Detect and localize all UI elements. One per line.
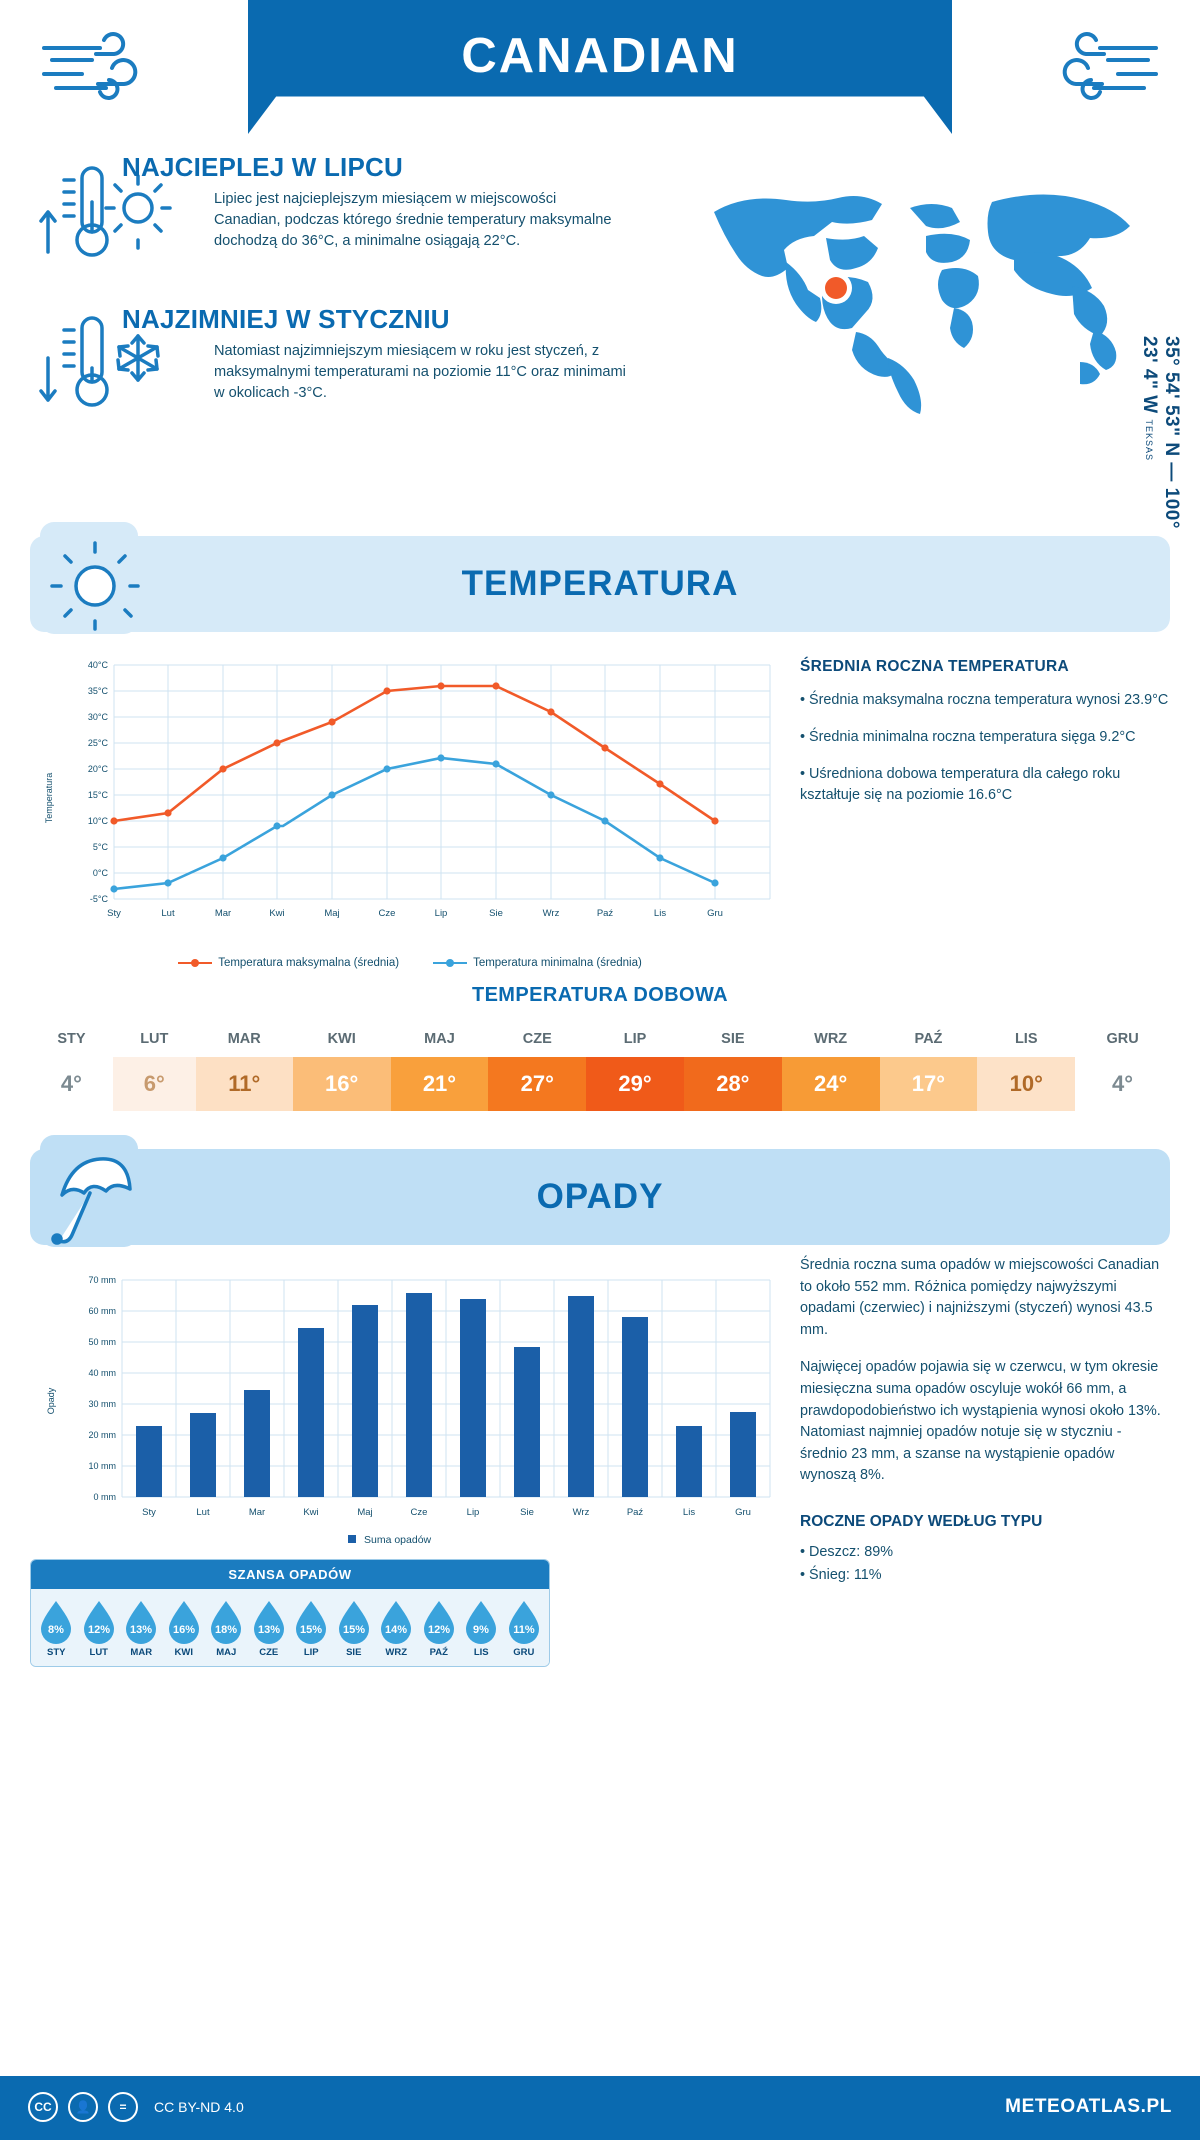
license-group (28, 2092, 244, 2122)
temperature-summary-title: ŚREDNIA ROCZNA TEMPERATURA (800, 658, 1069, 675)
table-cell: 6° (113, 1057, 196, 1111)
chance-item (462, 1599, 500, 1658)
svg-text:70 mm: 70 mm (88, 1275, 116, 1285)
svg-text:Lip: Lip (434, 908, 448, 919)
chance-month: GRU (513, 1647, 535, 1658)
svg-text:Paź: Paź (596, 908, 614, 919)
table-cell: 16° (293, 1057, 391, 1111)
wind-icon (1046, 30, 1166, 110)
svg-text:Lis: Lis (653, 908, 667, 919)
table-cell: 10° (977, 1057, 1075, 1111)
svg-text:35°C: 35°C (87, 686, 108, 696)
chance-month: KWI (174, 1647, 193, 1658)
precipitation-types-title: ROCZNE OPADY WEDŁUG TYPU (800, 1513, 1043, 1530)
table-header-cell: LIS (1014, 1031, 1038, 1047)
chance-month: STY (47, 1647, 66, 1658)
warm-text: Lipiec jest najcieplejszym miesiącem w miejscowości Canadian, podczas którego średnie temperatury maksymalne dochodzą do 36°C, a minimalne osiągają 22°C. (214, 191, 612, 250)
svg-text:Cze: Cze (410, 1507, 428, 1518)
precipitation-bar-chart (30, 1261, 790, 1556)
table-header-cell: PAŹ (914, 1031, 943, 1047)
svg-text:Mar: Mar (214, 908, 232, 919)
page-footer (0, 2076, 1200, 2140)
svg-text:Lis: Lis (682, 1507, 696, 1518)
table-header-cell: LUT (140, 1031, 169, 1047)
svg-text:0 mm: 0 mm (93, 1492, 116, 1502)
svg-text:Sty: Sty (107, 908, 121, 919)
table-header-cell: LIP (623, 1031, 647, 1047)
chance-month: PAŹ (429, 1647, 448, 1658)
chance-value: 12% (427, 1624, 450, 1636)
table-header-cell: KWI (327, 1031, 356, 1047)
svg-text:Gru: Gru (707, 908, 723, 919)
table-header-cell: MAJ (424, 1031, 455, 1047)
svg-text:Opady: Opady (46, 1387, 56, 1415)
precipitation-summary (800, 1255, 1170, 1503)
cold-title: NAJZIMNIEJ W STYCZNIU (122, 304, 450, 334)
legend-item-min (433, 957, 642, 969)
table-header-cell: STY (57, 1031, 86, 1047)
svg-text:60 mm: 60 mm (88, 1306, 116, 1316)
chance-value: 18% (215, 1624, 238, 1636)
svg-text:Wrz: Wrz (542, 908, 560, 919)
table-header-row (30, 1021, 1170, 1057)
svg-text:Paź: Paź (626, 1507, 644, 1518)
chance-item (292, 1599, 330, 1658)
table-row (30, 1057, 1170, 1111)
precipitation-types (800, 1513, 1170, 1587)
legend-label-min: Temperatura minimalna (średnia) (473, 957, 642, 969)
table-cell: 17° (880, 1057, 978, 1111)
precipitation-type-snow: • Śnieg: 11% (800, 1567, 882, 1584)
coordinates-value: 35° 54' 53" N — 100° 23' 4" W (1139, 336, 1182, 529)
chance-value: 14% (385, 1624, 408, 1636)
temperature-bullet: • Uśredniona dobowa temperatura dla całego roku kształtuje się na poziomie 16.6°C (800, 765, 1121, 803)
page-header (0, 0, 1200, 146)
chance-item (377, 1599, 415, 1658)
warm-block (122, 152, 614, 252)
svg-text:-5°C: -5°C (89, 894, 108, 904)
table-header-cell: GRU (1106, 1031, 1139, 1047)
table-cell: 11° (196, 1057, 293, 1111)
svg-text:40 mm: 40 mm (88, 1368, 116, 1378)
region-label: TEKSAS (1144, 419, 1154, 462)
svg-text:30 mm: 30 mm (88, 1399, 116, 1409)
precipitation-band (30, 1149, 1170, 1245)
precipitation-legend-label: Suma opadów (364, 1534, 432, 1546)
temperature-chart-legend (30, 957, 790, 969)
daily-temperature-title: TEMPERATURA DOBOWA (471, 984, 729, 1006)
legend-label-max: Temperatura maksymalna (średnia) (218, 957, 400, 969)
chance-item (122, 1599, 160, 1658)
svg-text:Kwi: Kwi (269, 908, 285, 919)
page-subtitle: STANY ZJEDNOCZONE (508, 110, 692, 127)
chance-value: 9% (473, 1624, 490, 1636)
svg-text:Wrz: Wrz (572, 1507, 590, 1518)
chance-item (165, 1599, 203, 1658)
svg-text:Maj: Maj (357, 1507, 373, 1518)
table-header-cell: WRZ (814, 1031, 848, 1047)
table-cell: 29° (586, 1057, 684, 1111)
world-map (674, 166, 1144, 431)
temperature-bullet: • Średnia maksymalna roczna temperatura wynosi 23.9°C (800, 692, 1169, 708)
cc-icon: CC (28, 2092, 58, 2122)
brand-label: METEOATLAS.PL (1005, 2096, 1172, 2117)
cold-block (122, 304, 634, 404)
umbrella-icon (50, 1149, 140, 1245)
chance-month: SIE (346, 1647, 362, 1658)
svg-text:Lut: Lut (196, 1507, 210, 1518)
svg-text:0°C: 0°C (92, 868, 108, 878)
chance-month: MAR (130, 1647, 153, 1658)
precipitation-paragraph: Średnia roczna suma opadów w miejscowości Canadian to około 552 mm. Różnica pomiędzy najwyższymi opadami (czerwiec) i najniższymi (styczeń) wynosi 43.5 mm. (800, 1257, 1160, 1338)
svg-text:15°C: 15°C (87, 790, 108, 800)
chance-value: 13% (130, 1624, 153, 1636)
svg-text:30°C: 30°C (87, 712, 108, 722)
temperature-line-chart (30, 648, 790, 969)
chance-item (335, 1599, 373, 1658)
temperature-band (30, 536, 1170, 632)
table-cell: 4° (30, 1057, 113, 1111)
svg-text:Temperatura: Temperatura (44, 772, 54, 824)
svg-text:Maj: Maj (324, 908, 340, 919)
chance-value: 13% (257, 1624, 280, 1636)
sun-icon (50, 536, 140, 632)
chance-value: 15% (342, 1624, 365, 1636)
svg-text:Lip: Lip (466, 1507, 480, 1518)
chance-value: 15% (300, 1624, 323, 1636)
svg-text:20 mm: 20 mm (88, 1430, 116, 1440)
wind-icon (34, 30, 154, 110)
chance-month: LIP (303, 1647, 319, 1658)
page-title: CANADIAN (461, 29, 739, 83)
chance-value: 8% (48, 1624, 65, 1636)
svg-text:40°C: 40°C (87, 660, 108, 670)
chance-month: LIS (473, 1647, 489, 1658)
precipitation-type-rain: • Deszcz: 89% (800, 1544, 894, 1560)
svg-text:25°C: 25°C (87, 738, 108, 748)
table-cell: 27° (488, 1057, 586, 1111)
temperature-summary (800, 658, 1170, 822)
table-header-cell: SIE (721, 1031, 745, 1047)
chance-item (420, 1599, 458, 1658)
coordinates-label (1138, 336, 1182, 536)
chance-value: 11% (513, 1624, 535, 1636)
chance-item (37, 1599, 75, 1658)
legend-item-max (178, 957, 399, 969)
nd-icon: = (108, 2092, 138, 2122)
chance-item (207, 1599, 245, 1658)
chance-value: 16% (172, 1624, 195, 1636)
svg-text:Lut: Lut (161, 908, 175, 919)
daily-temperature-table (30, 1021, 1170, 1111)
table-cell: 21° (391, 1057, 489, 1111)
svg-text:Cze: Cze (378, 908, 396, 919)
chance-of-precipitation-row (31, 1589, 549, 1666)
chance-item (80, 1599, 118, 1658)
intro-section (0, 146, 1200, 536)
svg-text:Sie: Sie (520, 1507, 534, 1518)
svg-text:50 mm: 50 mm (88, 1337, 116, 1347)
precipitation-band-title: OPADY (536, 1177, 664, 1216)
svg-text:10°C: 10°C (87, 816, 108, 826)
precipitation-paragraph: Najwięcej opadów pojawia się w czerwcu, w tym okresie miesięczna suma opadów oscyluje wokół 66 mm, a prawdopodobieństwo ich wystąpienia wynosi około 13%. Natomiast najmniej opadów notuje się w styczniu - średnio 23 mm, a szanse na wystąpienie opadów wynoszą 8%. (800, 1359, 1161, 1484)
svg-text:Sie: Sie (489, 908, 503, 919)
chance-item (250, 1599, 288, 1658)
warm-title: NAJCIEPLEJ W LIPCU (122, 152, 403, 182)
chance-month: WRZ (385, 1647, 408, 1658)
svg-text:Mar: Mar (248, 1507, 266, 1518)
chance-month: CZE (259, 1647, 279, 1658)
chance-month: LUT (89, 1647, 108, 1658)
svg-text:5°C: 5°C (92, 842, 108, 852)
svg-text:Gru: Gru (735, 1507, 751, 1518)
temperature-band-title: TEMPERATURA (461, 564, 739, 603)
table-cell: 24° (782, 1057, 880, 1111)
table-cell: 28° (684, 1057, 782, 1111)
chance-of-precipitation-box (30, 1559, 550, 1667)
chance-value: 12% (87, 1624, 110, 1636)
table-cell: 4° (1075, 1057, 1170, 1111)
cold-text: Natomiast najzimniejszym miesiącem w roku jest styczeń, z maksymalnymi temperaturami na poziomie 11°C oraz minimami w okolicach -3°C. (214, 343, 626, 402)
table-header-cell: MAR (227, 1031, 261, 1047)
chance-month: MAJ (216, 1647, 237, 1658)
svg-text:Kwi: Kwi (303, 1507, 319, 1518)
chance-item (505, 1599, 543, 1658)
chance-of-precipitation-title: SZANSA OPADÓW (31, 1560, 549, 1589)
svg-text:10 mm: 10 mm (88, 1461, 116, 1471)
temperature-chart-row (0, 632, 1200, 969)
license-label: CC BY-ND 4.0 (154, 2099, 244, 2115)
svg-text:20°C: 20°C (87, 764, 108, 774)
by-icon: 👤 (68, 2092, 98, 2122)
temperature-bullet: • Średnia minimalna roczna temperatura sięga 9.2°C (800, 728, 1136, 745)
svg-text:Sty: Sty (142, 1507, 156, 1518)
table-header-cell: CZE (522, 1031, 552, 1047)
